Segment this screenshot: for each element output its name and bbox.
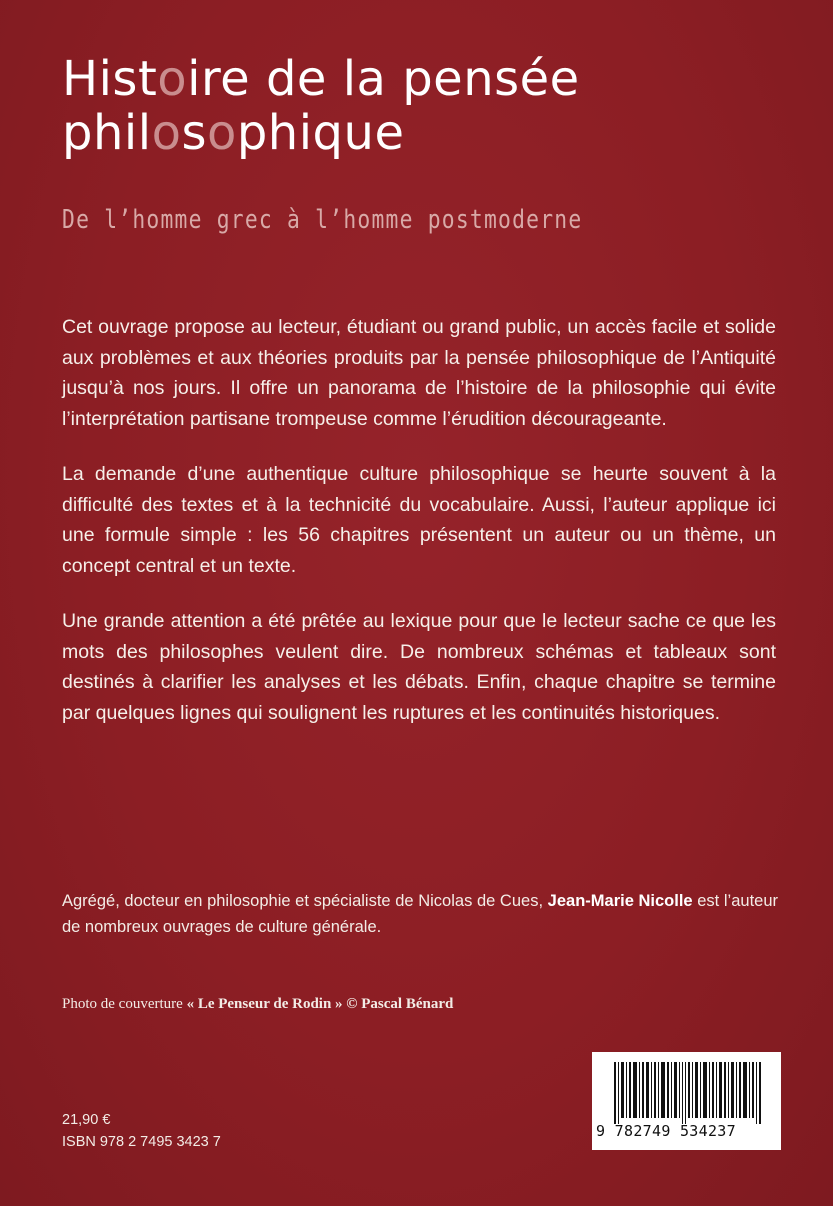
barcode-digits: 9 782749 534237 (596, 1122, 736, 1140)
book-subtitle: De l’homme grec à l’homme postmoderne (62, 205, 583, 235)
title-line-1: Histoire de la pensée (62, 51, 580, 107)
blurb-paragraph-3: Une grande attention a été prêtée au lexique pour que le lecteur sache ce que les mots des philosophes veulent dire. De nombreux schémas et tableaux sont destinés à clarifier les analyses et les débats. Enfin, chaque chapitre se termine par quelques lignes qui soulignent les ruptures et les continuités historiques. (62, 610, 776, 724)
author-name: Jean-Marie Nicolle (547, 892, 693, 910)
blurb (62, 312, 776, 753)
photo-credit: Photo de couverture « Le Penseur de Rodin » © Pascal Bénard (62, 996, 454, 1012)
author-bio: Agrégé, docteur en philosophie et spécialiste de Nicolas de Cues, Jean-Marie Nicolle est l’auteur de nombreux ouvrages de culture générale. (62, 892, 778, 936)
blurb-paragraph-1: Cet ouvrage propose au lecteur, étudiant ou grand public, un accès facile et solide aux problèmes et aux théories produits par la pensée philosophique de l’Antiquité jusqu’à nos jours. Il offre un panorama de l’histoire de la philosophie qui évite l’interprétation partisane trompeuse comme l’érudition décourageante. (62, 316, 776, 430)
barcode (592, 1052, 781, 1150)
book-title (62, 52, 782, 160)
title-line-2: philosophique (62, 105, 405, 161)
isbn: ISBN 978 2 7495 3423 7 (62, 1134, 221, 1150)
price: 21,90 € (62, 1112, 111, 1128)
barcode-bars-icon (614, 1062, 764, 1124)
blurb-paragraph-2: La demande d’une authentique culture philosophique se heurte souvent à la difficulté des textes et à la technicité du vocabulaire. Aussi, l’auteur applique ici une formule simple : les 56 chapitres présentent un auteur ou un thème, un concept central et un texte. (62, 463, 776, 577)
